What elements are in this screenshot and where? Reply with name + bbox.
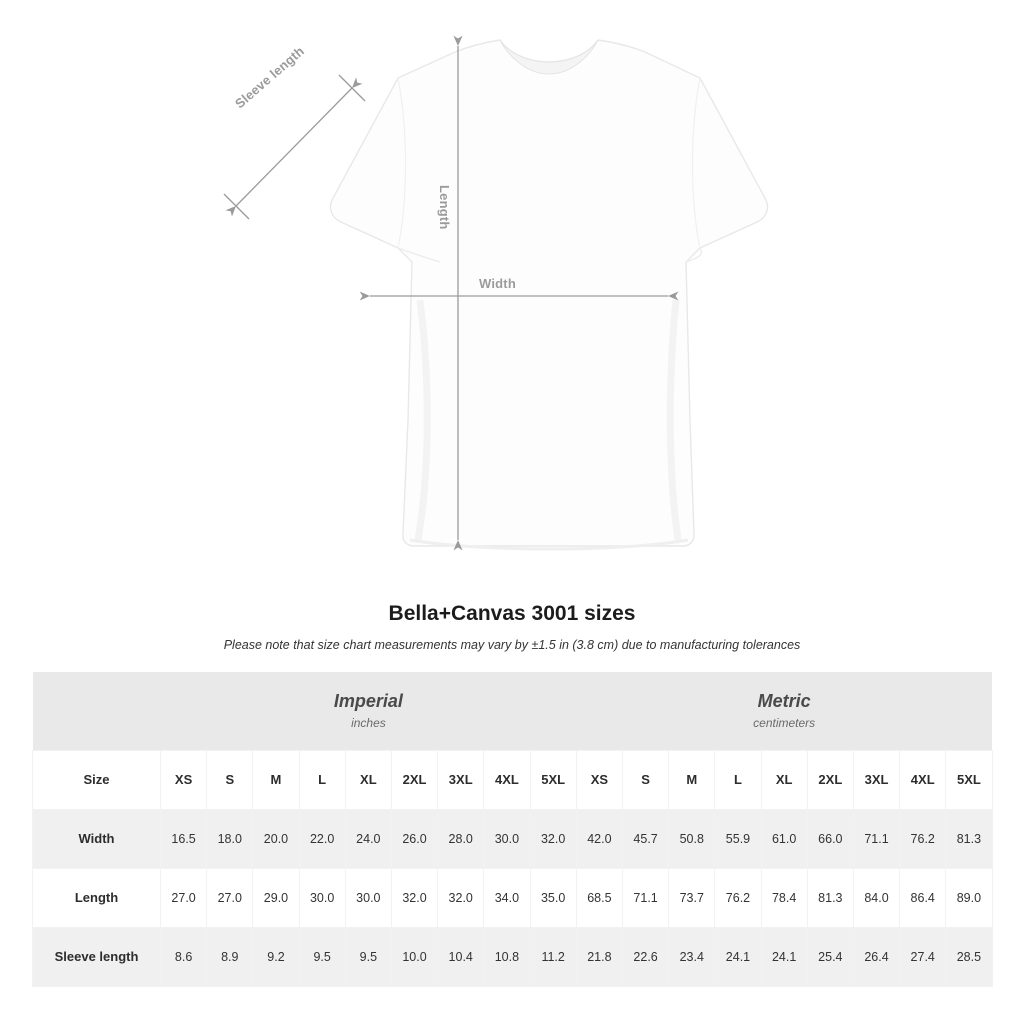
table-cell: 16.5 (161, 809, 207, 868)
table-cell: 27.4 (900, 927, 946, 986)
table-cell: 30.0 (299, 868, 345, 927)
table-cell: 29.0 (253, 868, 299, 927)
table-cell: 10.0 (391, 927, 437, 986)
table-cell: 32.0 (530, 809, 576, 868)
table-cell: 84.0 (853, 868, 899, 927)
table-cell: 76.2 (715, 868, 761, 927)
column-header: L (299, 750, 345, 809)
table-cell: 71.1 (853, 809, 899, 868)
column-header: XL (345, 750, 391, 809)
sleeve-length-label: Sleeve length (232, 43, 308, 112)
row-label: Sleeve length (33, 927, 161, 986)
column-header: 3XL (853, 750, 899, 809)
unit-group-metric-sub: centimeters (753, 716, 816, 731)
table-cell: 71.1 (623, 868, 669, 927)
table-cell: 10.4 (438, 927, 484, 986)
table-cell: 55.9 (715, 809, 761, 868)
table-cell: 18.0 (207, 809, 253, 868)
unit-spacer (33, 672, 161, 750)
table-cell: 9.5 (299, 927, 345, 986)
table-cell: 76.2 (900, 809, 946, 868)
table-cell: 89.0 (946, 868, 992, 927)
column-header: 5XL (530, 750, 576, 809)
table-cell: 22.0 (299, 809, 345, 868)
unit-group-imperial-sub: inches (351, 716, 386, 731)
table-cell: 8.6 (161, 927, 207, 986)
row-label: Width (33, 809, 161, 868)
column-header: 2XL (391, 750, 437, 809)
unit-group-imperial (161, 672, 577, 750)
table-cell: 27.0 (161, 868, 207, 927)
table-cell: 42.0 (576, 809, 622, 868)
unit-group-imperial-name: Imperial (333, 691, 403, 712)
table-cell: 24.1 (761, 927, 807, 986)
table-cell: 30.0 (484, 809, 530, 868)
column-header: 5XL (946, 750, 992, 809)
table-cell: 35.0 (530, 868, 576, 927)
table-cell: 11.2 (530, 927, 576, 986)
column-header: 4XL (900, 750, 946, 809)
table-cell: 68.5 (576, 868, 622, 927)
width-label: Width (479, 276, 516, 291)
table-cell: 78.4 (761, 868, 807, 927)
table-row (33, 868, 993, 927)
column-header: M (669, 750, 715, 809)
table-cell: 45.7 (623, 809, 669, 868)
column-header-row (33, 750, 993, 809)
table-cell: 8.9 (207, 927, 253, 986)
size-header: Size (33, 750, 161, 809)
table-cell: 24.0 (345, 809, 391, 868)
length-label: Length (437, 185, 452, 230)
size-table (32, 672, 993, 987)
table-row (33, 927, 993, 986)
table-cell: 24.1 (715, 927, 761, 986)
table-cell: 28.5 (946, 927, 992, 986)
table-cell: 10.8 (484, 927, 530, 986)
column-header: S (623, 750, 669, 809)
column-header: XS (161, 750, 207, 809)
table-cell: 28.0 (438, 809, 484, 868)
page-title: Bella+Canvas 3001 sizes (388, 602, 636, 625)
table-cell: 32.0 (391, 868, 437, 927)
table-cell: 26.4 (853, 927, 899, 986)
table-cell: 9.5 (345, 927, 391, 986)
table-cell: 23.4 (669, 927, 715, 986)
row-label: Length (33, 868, 161, 927)
unit-header-row (33, 672, 993, 750)
table-cell: 81.3 (807, 868, 853, 927)
table-row (33, 809, 993, 868)
table-cell: 20.0 (253, 809, 299, 868)
table-cell: 81.3 (946, 809, 992, 868)
table-cell: 61.0 (761, 809, 807, 868)
column-header: XS (576, 750, 622, 809)
column-header: 4XL (484, 750, 530, 809)
table-cell: 27.0 (207, 868, 253, 927)
table-cell: 22.6 (623, 927, 669, 986)
table-cell: 25.4 (807, 927, 853, 986)
column-header: XL (761, 750, 807, 809)
table-cell: 34.0 (484, 868, 530, 927)
table-cell: 32.0 (438, 868, 484, 927)
tolerance-note: Please note that size chart measurements may vary by ±1.5 in (3.8 cm) due to manufacturing tolerances (223, 638, 801, 652)
table-cell: 21.8 (576, 927, 622, 986)
unit-group-metric (576, 672, 992, 750)
table-cell: 26.0 (391, 809, 437, 868)
column-header: L (715, 750, 761, 809)
unit-group-metric-name: Metric (757, 691, 811, 712)
column-header: 3XL (438, 750, 484, 809)
table-cell: 9.2 (253, 927, 299, 986)
table-cell: 50.8 (669, 809, 715, 868)
size-table-wrapper (32, 672, 992, 987)
table-cell: 86.4 (900, 868, 946, 927)
tshirt-shape (330, 40, 767, 549)
column-header: S (207, 750, 253, 809)
table-cell: 73.7 (669, 868, 715, 927)
column-header: 2XL (807, 750, 853, 809)
table-cell: 30.0 (345, 868, 391, 927)
table-cell: 66.0 (807, 809, 853, 868)
column-header: M (253, 750, 299, 809)
